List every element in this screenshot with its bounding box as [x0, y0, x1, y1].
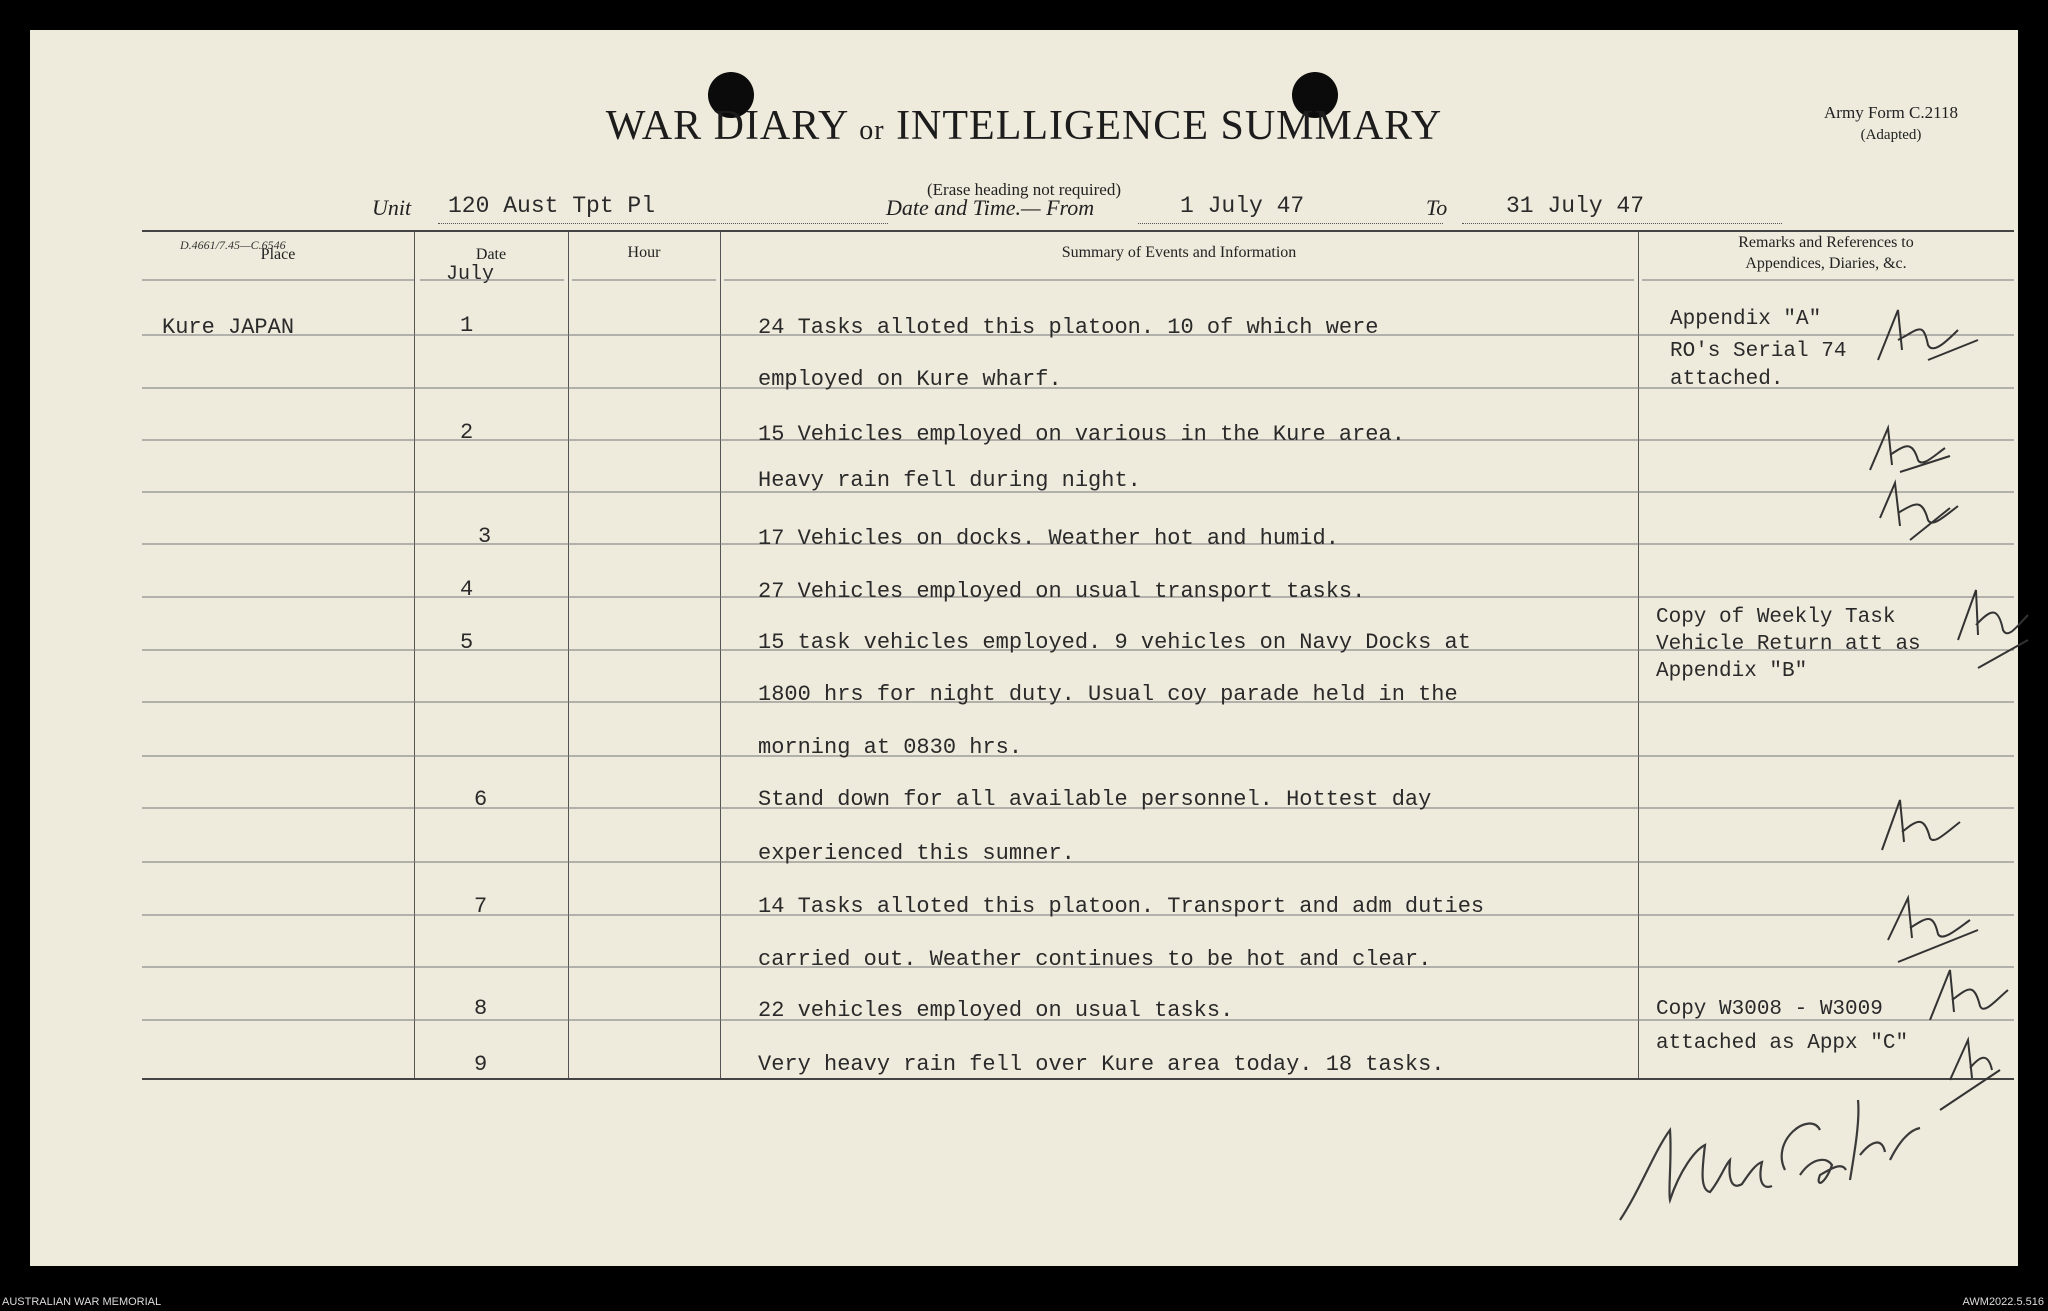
remark-line: attached as Appx "C" — [1656, 1032, 1909, 1055]
handwritten-initials — [1860, 420, 1960, 480]
entry-date: 9 — [474, 1052, 488, 1077]
entry-date: 1 — [460, 313, 474, 338]
entry-line: 24 Tasks alloted this platoon. 10 of which were — [758, 315, 1379, 340]
remark-line: Appendix "A" — [1670, 308, 1822, 331]
diary-page — [30, 30, 2018, 1266]
title-war-diary: WAR DIARY — [605, 103, 848, 149]
handwritten-initials — [1870, 478, 1970, 548]
col-header-place: Place — [260, 246, 296, 263]
entry-line: employed on Kure wharf. — [758, 367, 1062, 392]
army-form-note: (Adapted) — [1860, 127, 1922, 143]
army-form-label: Army Form C.2118 — [1824, 103, 1958, 122]
entry-date: 8 — [474, 996, 488, 1021]
footer-archive-ref: AWM2022.5.516 — [1962, 1296, 2044, 1308]
remark-line: RO's Serial 74 — [1670, 340, 1847, 363]
entry-line: 15 task vehicles employed. 9 vehicles on Navy Docks at — [758, 630, 1471, 655]
col-header-month: July — [446, 263, 495, 286]
entry-line: 27 Vehicles employed on usual transport tasks. — [758, 579, 1366, 604]
handwritten-initials — [1872, 790, 1972, 870]
handwritten-signature — [1610, 1080, 1930, 1240]
title-intelligence-summary: INTELLIGENCE SUMMARY — [896, 103, 1443, 149]
remarks-header-line1: Remarks and References to — [1738, 234, 1914, 251]
remarks-header-line2: Appendices, Diaries, &c. — [1745, 255, 1907, 272]
form-subtitle: (Erase heading not required) — [927, 180, 1121, 199]
footer-archive-name: AUSTRALIAN WAR MEMORIAL — [2, 1296, 162, 1308]
handwritten-initials — [1878, 890, 1988, 970]
entry-line: 15 Vehicles employed on various in the Kure area. — [758, 422, 1405, 447]
entry-date: 2 — [460, 420, 474, 445]
entry-date: 3 — [478, 524, 492, 549]
handwritten-initials — [1948, 580, 2038, 680]
entry-date: 4 — [460, 577, 474, 602]
entry-line: morning at 0830 hrs. — [758, 735, 1023, 760]
remark-line: Vehicle Return att as — [1656, 633, 1921, 656]
entry-line: 22 vehicles employed on usual tasks. — [758, 998, 1234, 1023]
entry-date: 6 — [474, 787, 488, 812]
entry-line: 14 Tasks alloted this platoon. Transport and adm duties — [758, 894, 1485, 919]
remark-line: Copy of Weekly Task — [1656, 606, 1896, 629]
remark-line: Appendix "B" — [1656, 660, 1808, 683]
entry-line: Stand down for all available personnel. Hottest day — [758, 787, 1432, 812]
date-to-value: 31 July 47 — [1506, 193, 1645, 219]
remark-line: attached. — [1670, 368, 1784, 391]
entry-date: 7 — [474, 894, 488, 919]
title-or: or — [859, 115, 885, 146]
date-from-value: 1 July 47 — [1180, 193, 1305, 219]
entry-line: 17 Vehicles on docks. Weather hot and humid. — [758, 526, 1339, 551]
col-header-date: Date — [475, 246, 507, 263]
date-from-label: Date and Time.— From — [886, 195, 1095, 220]
col-header-hour: Hour — [627, 244, 661, 261]
col-header-summary: Summary of Events and Information — [1061, 244, 1297, 261]
entry-line: carried out. Weather continues to be hot and clear. — [758, 947, 1432, 972]
entry-line: Heavy rain fell during night. — [758, 468, 1141, 493]
entry-line: experienced this sumner. — [758, 841, 1075, 866]
handwritten-initials — [1868, 300, 1988, 380]
remark-line: Copy W3008 - W3009 — [1656, 998, 1883, 1021]
entry-date: 5 — [460, 630, 474, 655]
unit-value: 120 Aust Tpt Pl — [448, 193, 656, 219]
entry-line: 1800 hrs for night duty. Usual coy parade held in the — [758, 682, 1458, 707]
date-to-label: To — [1426, 195, 1448, 220]
place-value: Kure JAPAN — [162, 315, 295, 340]
entry-line: Very heavy rain fell over Kure area today. 18 tasks. — [758, 1052, 1445, 1077]
unit-label: Unit — [372, 195, 412, 220]
print-reference: D.4661/7.45—C.6546 — [180, 238, 286, 252]
